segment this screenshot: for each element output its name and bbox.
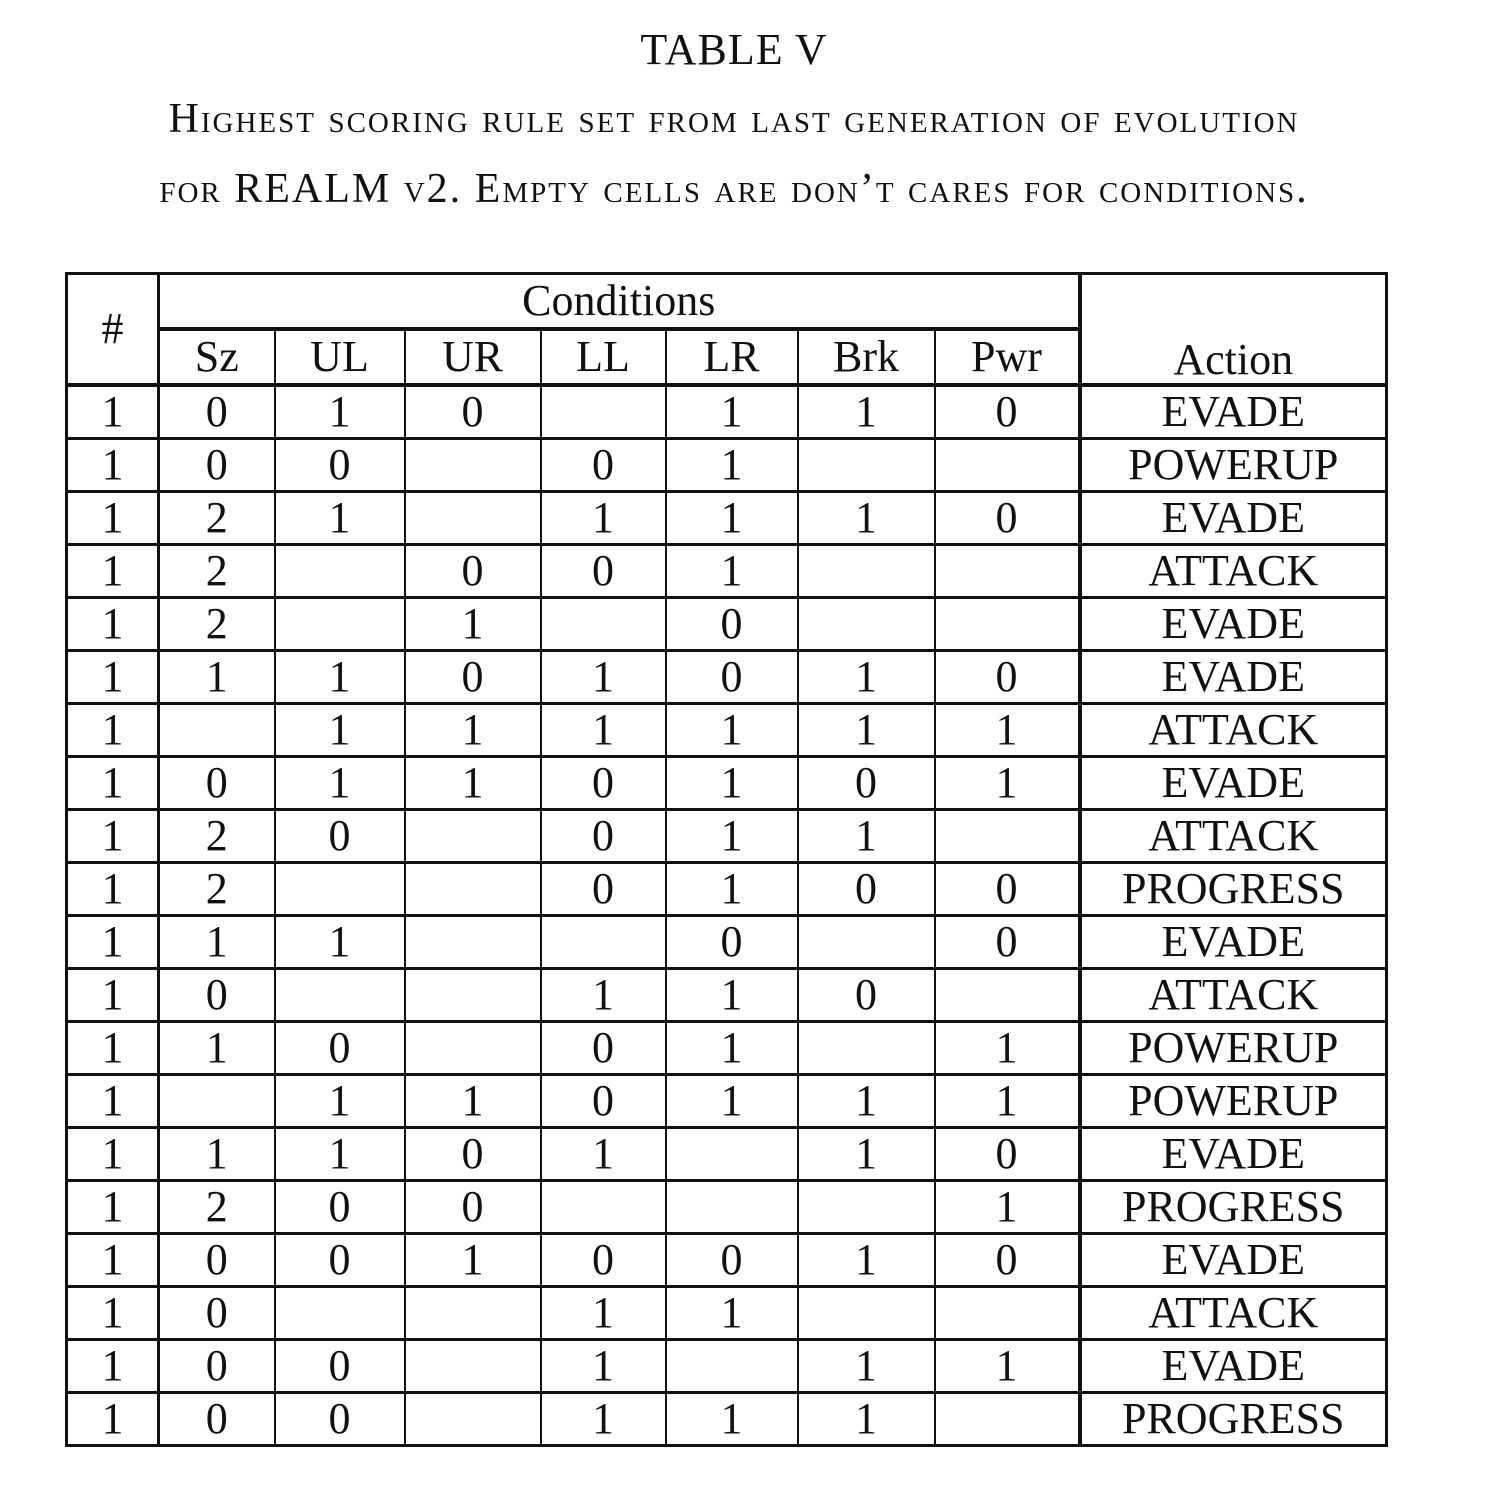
condition-cell-pwr (935, 439, 1080, 492)
action-cell: EVADE (1080, 385, 1387, 439)
action-cell: PROGRESS (1080, 1181, 1387, 1234)
condition-cell-sz: 0 (159, 1340, 275, 1393)
condition-cell-ll: 1 (541, 704, 666, 757)
condition-cell-pwr: 0 (935, 1234, 1080, 1287)
rule-number-cell: 1 (67, 1340, 159, 1393)
table-row (67, 598, 1387, 651)
condition-cell-lr: 1 (666, 969, 798, 1022)
rule-number-cell: 1 (67, 598, 159, 651)
caption-line-1: Highest scoring rule set from last generation of evolution (168, 96, 1300, 142)
condition-cell-ll: 0 (541, 439, 666, 492)
condition-cell-ul: 1 (275, 492, 405, 545)
table-row (67, 385, 1387, 439)
column-header-sz: Sz (159, 329, 275, 385)
condition-cell-brk (798, 1287, 935, 1340)
condition-cell-sz: 2 (159, 545, 275, 598)
condition-cell-sz: 1 (159, 1128, 275, 1181)
condition-cell-ur: 1 (405, 1234, 541, 1287)
condition-cell-ul: 1 (275, 1075, 405, 1128)
condition-cell-sz: 2 (159, 810, 275, 863)
condition-cell-sz: 2 (159, 598, 275, 651)
condition-cell-ur (405, 810, 541, 863)
condition-cell-ll: 0 (541, 757, 666, 810)
condition-cell-sz: 0 (159, 439, 275, 492)
condition-cell-ul: 1 (275, 704, 405, 757)
condition-cell-lr: 0 (666, 916, 798, 969)
condition-cell-lr (666, 1181, 798, 1234)
condition-cell-ll (541, 1181, 666, 1234)
condition-cell-lr (666, 1340, 798, 1393)
condition-cell-ll: 1 (541, 1393, 666, 1446)
table-title: TABLE V (640, 25, 828, 74)
condition-cell-brk: 0 (798, 757, 935, 810)
condition-cell-brk: 1 (798, 1393, 935, 1446)
condition-cell-brk (798, 598, 935, 651)
condition-cell-brk (798, 1181, 935, 1234)
action-cell: POWERUP (1080, 1022, 1387, 1075)
rule-number-cell: 1 (67, 969, 159, 1022)
condition-cell-brk (798, 916, 935, 969)
condition-cell-ll (541, 598, 666, 651)
condition-cell-pwr: 0 (935, 651, 1080, 704)
condition-cell-ll: 1 (541, 651, 666, 704)
condition-cell-sz: 0 (159, 1287, 275, 1340)
condition-cell-ul: 0 (275, 1181, 405, 1234)
condition-cell-sz: 1 (159, 916, 275, 969)
caption-line-2: for REALM v2. Empty cells are don’t cares for conditions. (159, 166, 1309, 212)
condition-cell-ur: 1 (405, 704, 541, 757)
condition-cell-brk: 1 (798, 1075, 935, 1128)
condition-cell-ll: 0 (541, 863, 666, 916)
condition-cell-ur: 0 (405, 385, 541, 439)
condition-cell-brk: 1 (798, 385, 935, 439)
condition-cell-lr: 1 (666, 492, 798, 545)
rule-number-cell: 1 (67, 810, 159, 863)
condition-cell-lr: 1 (666, 1022, 798, 1075)
rule-number-cell: 1 (67, 492, 159, 545)
condition-cell-lr: 0 (666, 651, 798, 704)
column-header-ur: UR (405, 329, 541, 385)
rule-number-cell: 1 (67, 439, 159, 492)
condition-cell-sz: 1 (159, 651, 275, 704)
condition-cell-pwr (935, 545, 1080, 598)
column-header-ll: LL (541, 329, 666, 385)
rule-rows (67, 385, 1387, 1446)
condition-cell-pwr: 1 (935, 1181, 1080, 1234)
condition-cell-ur (405, 1287, 541, 1340)
number-column-header: # (67, 274, 159, 386)
condition-cell-ur (405, 1022, 541, 1075)
column-header-brk: Brk (798, 329, 935, 385)
condition-cell-ur: 0 (405, 1128, 541, 1181)
action-cell: ATTACK (1080, 704, 1387, 757)
condition-cell-pwr: 0 (935, 916, 1080, 969)
action-cell: POWERUP (1080, 1075, 1387, 1128)
table-row (67, 1075, 1387, 1128)
condition-cell-pwr: 1 (935, 1340, 1080, 1393)
table-row (67, 1393, 1387, 1446)
action-cell: ATTACK (1080, 969, 1387, 1022)
condition-cell-lr (666, 1128, 798, 1181)
condition-cell-brk: 1 (798, 492, 935, 545)
condition-cell-brk: 1 (798, 1340, 935, 1393)
action-column-header: Action (1080, 274, 1387, 386)
rule-number-cell: 1 (67, 1075, 159, 1128)
rule-number-cell: 1 (67, 1393, 159, 1446)
table-row (67, 1022, 1387, 1075)
condition-cell-brk: 1 (798, 1234, 935, 1287)
table-row (67, 810, 1387, 863)
condition-cell-ur: 0 (405, 545, 541, 598)
action-cell: EVADE (1080, 651, 1387, 704)
conditions-group-header: Conditions (159, 274, 1080, 330)
action-cell: EVADE (1080, 757, 1387, 810)
condition-cell-lr: 1 (666, 439, 798, 492)
action-cell: EVADE (1080, 1128, 1387, 1181)
condition-cell-pwr: 0 (935, 863, 1080, 916)
action-cell: PROGRESS (1080, 1393, 1387, 1446)
condition-cell-pwr (935, 598, 1080, 651)
condition-cell-ul: 0 (275, 439, 405, 492)
condition-cell-ll: 0 (541, 1075, 666, 1128)
condition-cell-pwr: 1 (935, 1075, 1080, 1128)
condition-cell-brk (798, 439, 935, 492)
table-row (67, 1181, 1387, 1234)
condition-cell-lr: 1 (666, 1287, 798, 1340)
table-row (67, 1128, 1387, 1181)
condition-cell-pwr: 1 (935, 1022, 1080, 1075)
action-cell: ATTACK (1080, 545, 1387, 598)
condition-cell-pwr: 0 (935, 1128, 1080, 1181)
rule-number-cell: 1 (67, 1022, 159, 1075)
table-row (67, 1234, 1387, 1287)
condition-cell-ul (275, 545, 405, 598)
condition-cell-pwr (935, 969, 1080, 1022)
condition-cell-ul (275, 598, 405, 651)
condition-cell-ll: 0 (541, 1234, 666, 1287)
condition-cell-sz: 0 (159, 969, 275, 1022)
table-row (67, 757, 1387, 810)
rule-number-cell: 1 (67, 651, 159, 704)
condition-cell-lr: 1 (666, 545, 798, 598)
condition-cell-ul: 0 (275, 810, 405, 863)
condition-cell-ul: 1 (275, 1128, 405, 1181)
rule-number-cell: 1 (67, 1287, 159, 1340)
condition-cell-ur: 1 (405, 757, 541, 810)
condition-cell-brk: 0 (798, 969, 935, 1022)
rule-number-cell: 1 (67, 757, 159, 810)
condition-cell-pwr: 0 (935, 492, 1080, 545)
condition-cell-pwr: 1 (935, 704, 1080, 757)
condition-cell-lr: 1 (666, 704, 798, 757)
action-cell: EVADE (1080, 1234, 1387, 1287)
condition-cell-ur (405, 863, 541, 916)
condition-cell-pwr: 1 (935, 757, 1080, 810)
condition-cell-ur: 1 (405, 598, 541, 651)
condition-cell-lr: 0 (666, 598, 798, 651)
condition-cell-ur (405, 439, 541, 492)
condition-cell-sz: 0 (159, 1393, 275, 1446)
rule-number-cell: 1 (67, 1128, 159, 1181)
condition-cell-ll (541, 385, 666, 439)
rule-set-table (65, 272, 1388, 1447)
condition-cell-brk: 1 (798, 810, 935, 863)
condition-cell-pwr (935, 1287, 1080, 1340)
table-row (67, 439, 1387, 492)
condition-cell-brk (798, 545, 935, 598)
condition-cell-ul (275, 969, 405, 1022)
condition-cell-ul: 1 (275, 385, 405, 439)
condition-cell-lr: 1 (666, 385, 798, 439)
condition-cell-ur: 1 (405, 1075, 541, 1128)
action-cell: ATTACK (1080, 1287, 1387, 1340)
condition-cell-sz: 2 (159, 1181, 275, 1234)
condition-cell-ul: 1 (275, 651, 405, 704)
condition-cell-lr: 0 (666, 1234, 798, 1287)
column-header-lr: LR (666, 329, 798, 385)
condition-cell-ur: 0 (405, 1181, 541, 1234)
condition-cell-ur (405, 1393, 541, 1446)
condition-cell-sz (159, 704, 275, 757)
condition-cell-ll: 0 (541, 1022, 666, 1075)
rule-number-cell: 1 (67, 704, 159, 757)
condition-cell-sz: 1 (159, 1022, 275, 1075)
rule-number-cell: 1 (67, 916, 159, 969)
action-cell: EVADE (1080, 492, 1387, 545)
condition-cell-ll: 1 (541, 1287, 666, 1340)
action-cell: EVADE (1080, 1340, 1387, 1393)
rule-number-cell: 1 (67, 1234, 159, 1287)
table-row (67, 1340, 1387, 1393)
condition-cell-ll: 0 (541, 810, 666, 863)
rule-number-cell: 1 (67, 1181, 159, 1234)
condition-cell-brk: 1 (798, 651, 935, 704)
condition-cell-pwr (935, 810, 1080, 863)
condition-cell-ul (275, 1287, 405, 1340)
rule-number-cell: 1 (67, 545, 159, 598)
condition-cell-ul: 0 (275, 1022, 405, 1075)
table-row (67, 1287, 1387, 1340)
condition-cell-brk: 1 (798, 1128, 935, 1181)
column-header-ul: UL (275, 329, 405, 385)
table-row (67, 916, 1387, 969)
condition-cell-brk: 1 (798, 704, 935, 757)
condition-cell-lr: 1 (666, 1393, 798, 1446)
condition-cell-lr: 1 (666, 757, 798, 810)
condition-cell-ul: 0 (275, 1340, 405, 1393)
condition-cell-brk: 0 (798, 863, 935, 916)
action-cell: PROGRESS (1080, 863, 1387, 916)
action-cell: EVADE (1080, 598, 1387, 651)
condition-cell-brk (798, 1022, 935, 1075)
condition-cell-ll: 1 (541, 492, 666, 545)
table-row (67, 651, 1387, 704)
condition-cell-ul: 0 (275, 1234, 405, 1287)
condition-cell-ul (275, 863, 405, 916)
condition-cell-ll (541, 916, 666, 969)
condition-cell-pwr: 0 (935, 385, 1080, 439)
condition-cell-sz: 0 (159, 757, 275, 810)
action-cell: POWERUP (1080, 439, 1387, 492)
table-row (67, 969, 1387, 1022)
condition-cell-ur: 0 (405, 651, 541, 704)
condition-cell-ul: 1 (275, 916, 405, 969)
table-row (67, 704, 1387, 757)
condition-cell-ll: 1 (541, 1128, 666, 1181)
rule-number-cell: 1 (67, 863, 159, 916)
condition-cell-ur (405, 916, 541, 969)
condition-cell-sz: 0 (159, 385, 275, 439)
table-row (67, 492, 1387, 545)
condition-cell-ll: 0 (541, 545, 666, 598)
condition-cell-ur (405, 969, 541, 1022)
condition-cell-sz: 2 (159, 492, 275, 545)
condition-cell-ll: 1 (541, 1340, 666, 1393)
table-row (67, 545, 1387, 598)
action-cell: ATTACK (1080, 810, 1387, 863)
condition-cell-lr: 1 (666, 863, 798, 916)
condition-cell-ur (405, 1340, 541, 1393)
condition-cell-ul: 0 (275, 1393, 405, 1446)
rule-number-cell: 1 (67, 385, 159, 439)
condition-cell-sz: 2 (159, 863, 275, 916)
column-header-pwr: Pwr (935, 329, 1080, 385)
condition-cell-pwr (935, 1393, 1080, 1446)
condition-cell-ul: 1 (275, 757, 405, 810)
action-cell: EVADE (1080, 916, 1387, 969)
condition-cell-lr: 1 (666, 1075, 798, 1128)
condition-cell-lr: 1 (666, 810, 798, 863)
condition-cell-sz: 0 (159, 1234, 275, 1287)
table-row (67, 863, 1387, 916)
condition-cell-sz (159, 1075, 275, 1128)
condition-cell-ll: 1 (541, 969, 666, 1022)
condition-cell-ur (405, 492, 541, 545)
